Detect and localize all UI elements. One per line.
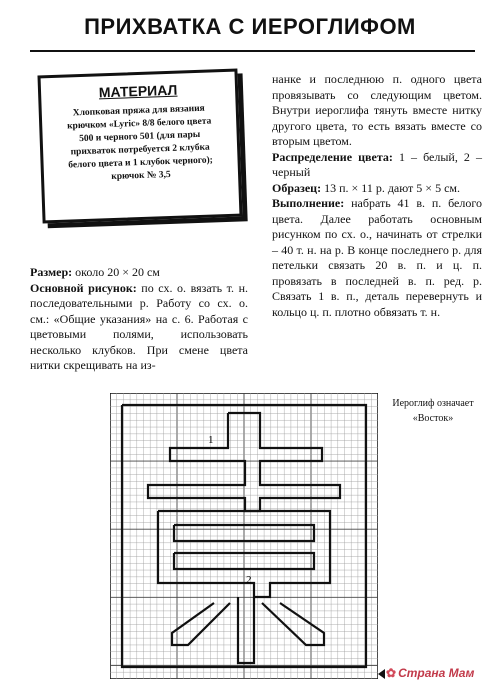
gauge-label: Образец: (272, 180, 322, 195)
chart-label-2: 2 (246, 574, 252, 586)
size-label: Размер: (30, 265, 73, 279)
work-paragraph (272, 196, 482, 320)
pattern-label: Основной рисунок: (30, 280, 137, 295)
start-arrow-icon (378, 669, 385, 679)
chart-label-1: 1 (208, 434, 214, 446)
left-column (30, 265, 248, 374)
material-line: крючок № 3,5 (111, 169, 171, 183)
chart-note: Иероглиф означает «Восток» (392, 398, 474, 424)
page-title: ПРИХВАТКА С ИЕРОГЛИФОМ (84, 14, 416, 39)
continuation-paragraph: нанке и последнюю п. одного цвета провязывать со следующим цветом. Внутри иероглифа тянуть вместе нитку другого цвета, то есть вязать вместе со вторым цветом. (272, 72, 482, 148)
chart-grid-svg (110, 393, 378, 679)
color-paragraph (272, 150, 482, 181)
material-line: 500 и черного 501 (для пары (78, 129, 201, 145)
color-text: 1 – белый, 2 – черный (272, 149, 482, 179)
material-line: крючком «Lyric» 8/8 белого цвета (66, 116, 212, 132)
color-label: Распределение цвета: (272, 149, 393, 164)
pattern-text: по сх. о. вязать т. н. последовательными р. Работу со сх. о. см.: «Общие указания» на с. 6. Работая с цветовыми полями, использовать несколько клубков. При смене цвета нитки скрещивать на из- (30, 280, 248, 372)
work-label: Выполнение: (272, 196, 345, 210)
material-line: белого цвета и 1 клубок черного); (68, 155, 214, 171)
size-text: около 20 × 20 см (72, 265, 160, 279)
material-line: прихваток потребуется 2 клубка (70, 142, 210, 158)
right-column (272, 72, 482, 320)
pattern-paragraph (30, 281, 248, 374)
size-paragraph (30, 265, 248, 281)
chart-grid-lines (110, 393, 378, 679)
material-text (52, 102, 229, 186)
watermark (386, 666, 474, 680)
watermark-text: Страна Мам (398, 666, 475, 680)
material-line: Хлопковая пряжа для вязания (72, 103, 205, 119)
gauge-paragraph (272, 181, 482, 197)
flower-icon: ✿ (386, 666, 397, 680)
gauge-text: 13 п. × 11 р. дают 5 × 5 см. (321, 180, 460, 195)
crochet-chart (110, 393, 378, 679)
material-heading: МАТЕРИАЛ (98, 81, 178, 101)
material-box (37, 69, 242, 224)
title-rule (30, 50, 475, 52)
work-text: набрать 41 в. п. белого цвета. Далее работать основным рисунком по сх. о., начинать от стрелки – 40 т. н. на р. В конце последнего р. для петельки связать 20 в. п. и ц. п. провязать в последней в. п. ред. р. Связать 1 в. п., деталь перевернуть и кольцо ц. п. плотно обвязать т. н. (272, 196, 482, 319)
